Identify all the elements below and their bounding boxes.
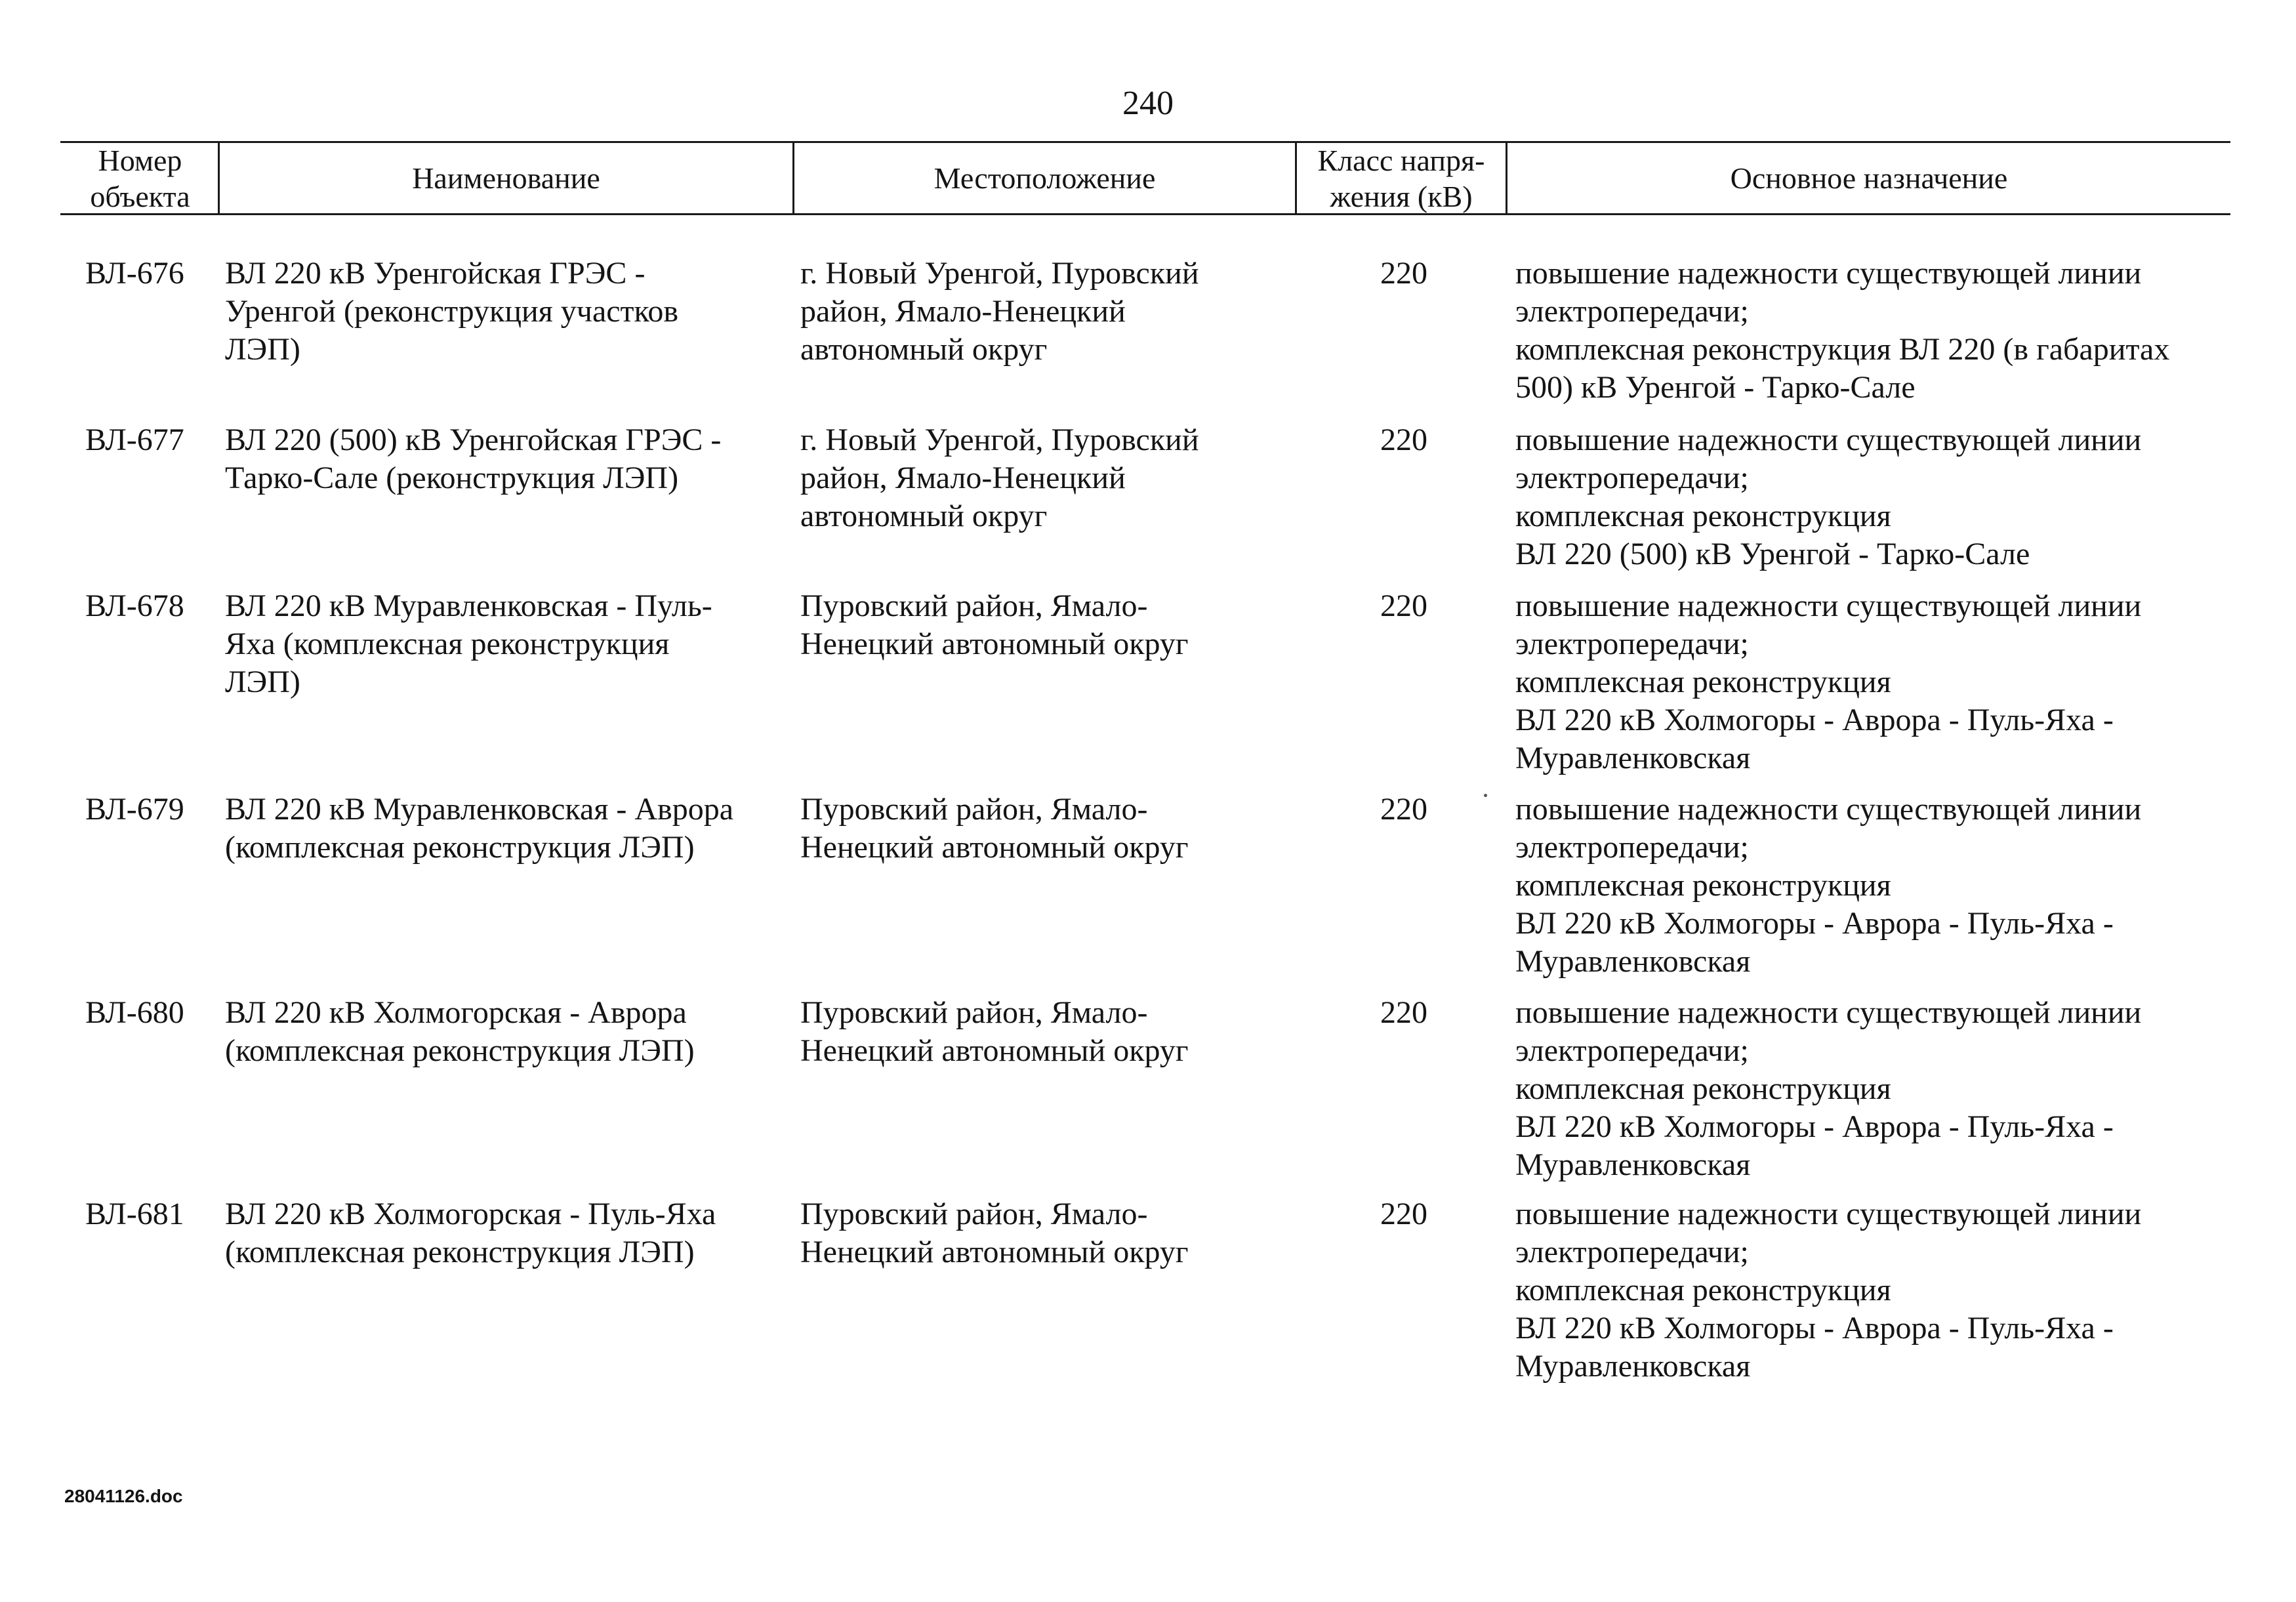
object-location: Пуровский район, Ямало- Ненецкий автономный округ [800,1197,1189,1269]
object-purpose: повышение надежности существующей линии электропередачи; комплексная реконструкция ВЛ 220 кВ Холмогоры - Аврора - Пуль-Яха - Муравленковская [1515,588,2142,775]
voltage-class: 220 [1380,422,1427,457]
object-purpose: повышение надежности существующей линии электропередачи; комплексная реконструкция ВЛ 220 кВ Холмогоры - Аврора - Пуль-Яха - Муравленковская [1515,1197,2142,1384]
object-location: Пуровский район, Ямало- Ненецкий автономный округ [800,792,1189,865]
object-number: ВЛ-680 [85,995,184,1030]
object-purpose: повышение надежности существующей линии электропередачи; комплексная реконструкция ВЛ 220 (в габаритах 500) кВ Уренгой - Тарко-Сале [1515,256,2170,405]
object-name: ВЛ 220 кВ Уренгойская ГРЭС - Уренгой (реконструкция участков ЛЭП) [225,256,679,367]
scan-speck [1484,794,1487,797]
voltage-class: 220 [1380,1197,1427,1231]
header-name: Наименование [412,161,600,195]
object-location: г. Новый Уренгой, Пуровский район, Ямало-Ненецкий автономный округ [800,256,1199,367]
voltage-class: 220 [1380,792,1427,827]
object-number: ВЛ-681 [85,1197,184,1231]
object-purpose: повышение надежности существующей линии электропередачи; комплексная реконструкция ВЛ 220 (500) кВ Уренгой - Тарко-Сале [1515,422,2142,571]
voltage-class: 220 [1380,256,1427,291]
object-name: ВЛ 220 кВ Муравленковская - Пуль- Яха (комплексная реконструкция ЛЭП) [225,588,712,699]
object-number: ВЛ-678 [85,588,184,623]
object-location: г. Новый Уренгой, Пуровский район, Ямало-Ненецкий автономный округ [800,422,1199,533]
object-number: ВЛ-676 [85,256,184,291]
object-location: Пуровский район, Ямало- Ненецкий автономный округ [800,995,1189,1068]
object-name: ВЛ 220 кВ Холмогорская - Аврора (комплексная реконструкция ЛЭП) [225,995,695,1068]
object-location: Пуровский район, Ямало- Ненецкий автономный округ [800,588,1189,661]
header-voltage: Класс напря- жения (кВ) [1317,143,1485,213]
voltage-class: 220 [1380,995,1427,1030]
object-purpose: повышение надежности существующей линии электропередачи; комплексная реконструкция ВЛ 220 кВ Холмогоры - Аврора - Пуль-Яха - Муравленковская [1515,995,2142,1182]
object-name: ВЛ 220 кВ Муравленковская - Аврора (комплексная реконструкция ЛЭП) [225,792,734,865]
page-number: 240 [1122,85,1174,122]
object-number: ВЛ-679 [85,792,184,827]
object-purpose: повышение надежности существующей линии электропередачи; комплексная реконструкция ВЛ 220 кВ Холмогоры - Аврора - Пуль-Яха - Муравленковская [1515,792,2142,979]
object-name: ВЛ 220 кВ Холмогорская - Пуль-Яха (комплексная реконструкция ЛЭП) [225,1197,716,1269]
header-purpose: Основное назначение [1730,161,2008,195]
footer-filename: 28041126.doc [64,1486,183,1506]
voltage-class: 220 [1380,588,1427,623]
header-location: Местоположение [933,161,1156,195]
table-header-bottom-rule [60,213,2230,215]
header-number: Номер объекта [90,143,190,213]
object-name: ВЛ 220 (500) кВ Уренгойская ГРЭС - Тарко-Сале (реконструкция ЛЭП) [225,422,722,495]
object-number: ВЛ-677 [85,422,184,457]
